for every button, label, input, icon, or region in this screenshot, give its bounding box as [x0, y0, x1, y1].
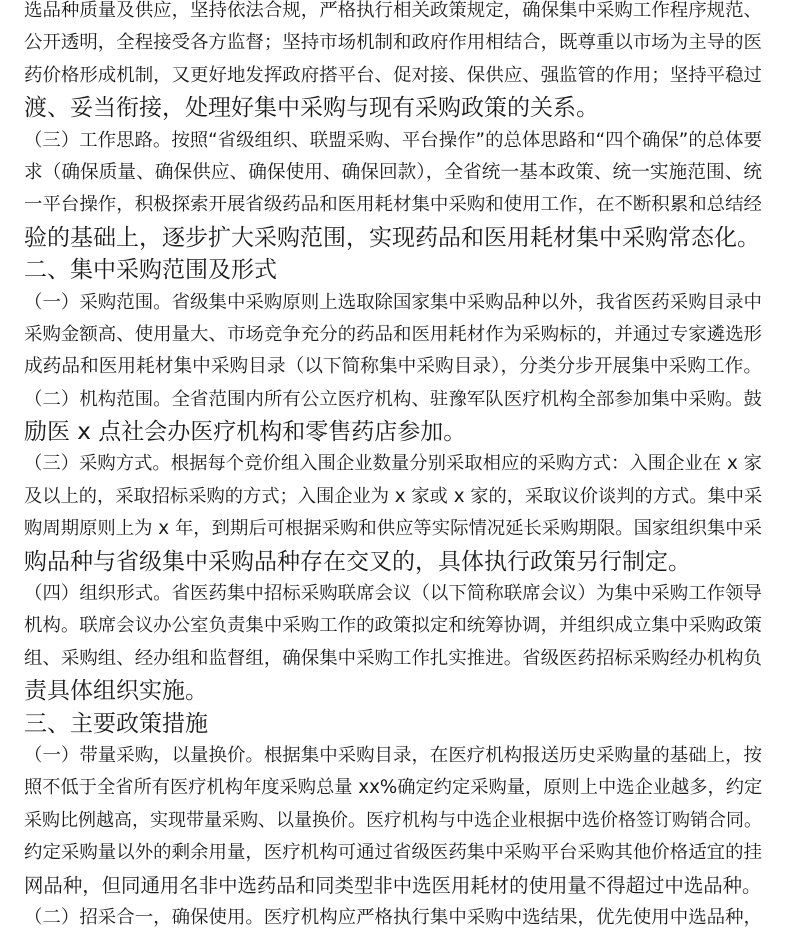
text-line: 励医 x 点社会办医疗机构和零售药店参加。	[24, 419, 467, 446]
text-line: 公开透明，全程接受各方监督；坚持市场机制和政府作用相结合，既尊重以市场为主导的医	[24, 32, 762, 54]
text-line: 照不低于全省所有医疗机构年度采购总量 xx%确定约定采购量，原则上中选企业越多，约定	[24, 777, 763, 799]
text-line: 验的基础上，逐步扩大采购范围，实现药品和医用耗材集中采购常态化。	[24, 224, 760, 251]
text-line: 约定采购量以外的剩余用量，医疗机构可通过省级医药集中采购平台采购其他价格适宜的挂	[24, 842, 762, 864]
text-line: 选品种质量及供应，坚持依法合规，严格执行相关政策规定，确保集中采购工作程序规范、	[24, 0, 762, 21]
text-line: 二、集中采购范围及形式	[24, 257, 277, 284]
text-line: 渡、妥当衔接，处理好集中采购与现有采购政策的关系。	[24, 95, 599, 122]
text-line: 三、主要政策措施	[24, 710, 208, 737]
text-line: 机构。联席会议办公室负责集中采购工作的政策拟定和统筹协调，并组织成立集中采购政策	[24, 615, 762, 637]
text-line: 及以上的，采取招标采购的方式；入围企业为 x 家或 x 家的，采取议价谈判的方式。集中采	[24, 485, 763, 507]
text-line: （一）带量采购，以量换价。根据集中采购目录，在医疗机构报送历史采购量的基础上，按	[24, 744, 762, 766]
text-line: 求（确保质量、确保供应、确保使用、确保回款），全省统一基本政策、统一实施范围、统	[24, 161, 762, 183]
text-line: 组、采购组、经办组和监督组，确保集中采购工作扎实推进。省级医药招标采购经办机构负	[24, 647, 762, 669]
text-line: 一平台操作，积极探索开展省级药品和医用耗材集中采购和使用工作，在不断积累和总结经	[24, 194, 762, 216]
text-line: 成药品和医用耗材集中采购目录（以下简称集中采购目录），分类分步开展集中采购工作。	[24, 356, 762, 378]
text-line: （四）组织形式。省医药集中招标采购联席会议（以下简称联席会议）为集中采购工作领导	[24, 583, 762, 605]
text-line: 网品种，但同通用名非中选药品和同类型非中选医用耗材的使用量不得超过中选品种。	[24, 873, 762, 897]
text-line: （二）招采合一，确保使用。医疗机构应严格执行集中采购中选结果，优先使用中选品种，	[24, 906, 762, 928]
text-line: 购周期原则上为 x 年，到期后可根据采购和供应等实际情况延长采购期限。国家组织集中采	[24, 518, 762, 540]
text-line: （三）工作思路。按照“省级组织、联盟采购、平台操作”的总体思路和“四个确保”的总体要	[24, 129, 762, 151]
text-line: （三）采购方式。根据每个竞价组入围企业数量分别采取相应的采购方式：入围企业在 x 家	[24, 453, 762, 475]
text-line: 责具体组织实施。	[24, 678, 208, 705]
text-line: （二）机构范围。全省范围内所有公立医疗机构、驻豫军队医疗机构全部参加集中采购。鼓	[24, 388, 762, 410]
document-body	[24, 0, 762, 934]
text-line: 采购比例越高，实现带量采购、以量换价。医疗机构与中选企业根据中选价格签订购销合同。	[24, 809, 762, 831]
text-line: 药价格形成机制，又更好地发挥政府搭平台、促对接、保供应、强监管的作用；坚持平稳过	[24, 64, 762, 86]
text-line: （一）采购范围。省级集中采购原则上选取除国家集中采购品种以外，我省医药采购目录中	[24, 291, 762, 313]
text-line: 购品种与省级集中采购品种存在交叉的，具体执行政策另行制定。	[24, 548, 691, 575]
text-line: 采购金额高、使用量大、市场竞争充分的药品和医用耗材作为采购标的，并通过专家遴选形	[24, 323, 762, 345]
